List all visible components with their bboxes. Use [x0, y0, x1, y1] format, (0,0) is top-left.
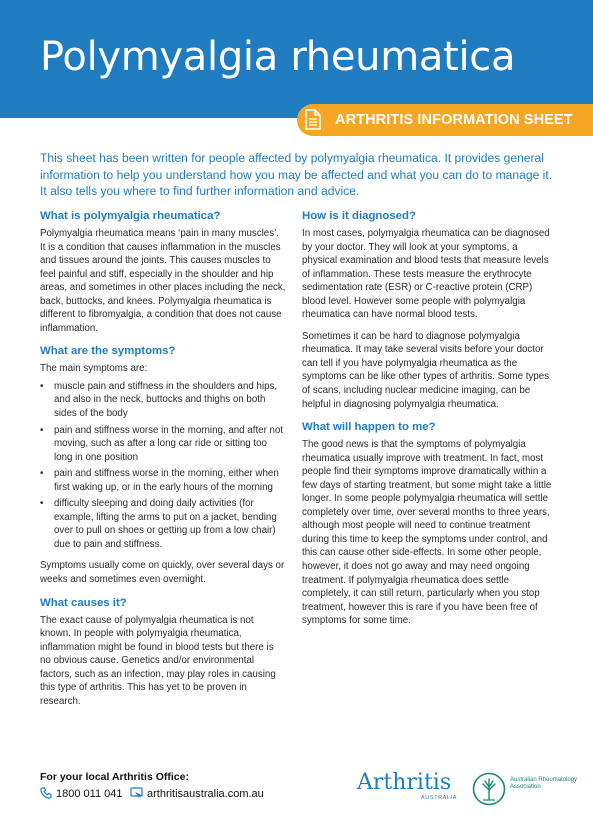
logo-wordmark: Arthritis [357, 770, 452, 795]
left-column [40, 208, 286, 716]
symptom-item: • pain and stiffness worse in the morning, and after not moving, such as after a long car ride or sitting too long in one position [40, 424, 286, 465]
phone-icon [40, 787, 52, 799]
web-icon [130, 787, 143, 799]
symptoms-outro: Symptoms usually come on quickly, over several days or weeks and sometimes even overnight. [40, 560, 285, 586]
outlook-paragraph: The good news is that the symptoms of polymyalgia rheumatica usually improve with treatment. In fact, most people find their symptoms improve dramatically within a few days of starting treatment, but some might take a little longer. In some people polymyalgia rheumatica will settle completely over time, over several months to three years, although most people will need to continue treatment during this time to keep the symptoms under control, and this can cause other side-effects. In some other people, however, it does not go away and may need ongoing treatment. If polymyalgia rheumatica does settle completely, it can still return, particularly when you stop treatment, however this is rare if you have been free of symptoms for some time. [302, 439, 552, 627]
diagnosis-paragraph-2: Sometimes it can be hard to diagnose polymyalgia rheumatica. It may take several visits before your doctor can tell if you have polymyalgia rheumatica as the symptoms can be like other types of arthritis. Some types of scans, including nuclear medicine imaging, can be helpful in diagnosing polymyalgia rheumatica. [302, 330, 550, 410]
symptom-item: • difficulty sleeping and doing daily activities (for example, lifting the arms to put on a jacket, bending over to pull on shoes or getting up from a low chair) due to pain and stiffness. [40, 497, 286, 551]
tree-logo-icon [472, 772, 506, 806]
right-column [302, 208, 554, 636]
section-heading-what-is: What is polymyalgia rheumatica? [40, 210, 221, 222]
section-heading-symptoms: What are the symptoms? [40, 345, 176, 358]
section-text-what-is: Polymyalgia rheumatica means ‘pain in many muscles’. It is a condition that causes inflammation in the muscles and tissues around the joints. This causes muscles to feel painful and stiff, especially in the shoulder and hip areas, and sometimes in other places including the neck, back, buttocks, and knees. Polymyalgia rheumatica is different to fibromyalgia, a condition that does not cause inflammation. [40, 228, 286, 334]
symptom-item: • pain and stiffness worse in the morning, either when first waking up, or in the early hours of the morning [40, 467, 286, 494]
intro-paragraph: This sheet has been written for people affected by polymyalgia rheumatica. It provides general information to help you understand how you may be affected and what you can do to manage it. It also tells you where to find further information and advice. [40, 151, 553, 198]
phone-number: 1800 011 041 [56, 788, 123, 800]
logo-subtext: AUSTRALIA [421, 795, 457, 801]
website-link[interactable] [130, 787, 264, 801]
symptoms-list [40, 380, 286, 552]
section-text-causes: The exact cause of polymyalgia rheumatica is not known. In people with polymyalgia rheumatica, inflammation might be found in blood tests but there is no obvious cause. Genetics and/or environmental factors, such as an infection, may play roles in causing this type of arthritis. This has yet to be proven in research. [40, 614, 276, 707]
footer-label: For your local Arthritis Office: [40, 771, 189, 783]
ara-name: Australian Rheumatology Association [510, 777, 578, 790]
phone-contact[interactable] [40, 787, 122, 801]
page-title: Polymyalgia rheumatica [40, 34, 516, 80]
symptom-item: • muscle pain and stiffness in the shoulders and hips, and also in the neck, buttocks and thighs on both sides of the body [40, 380, 286, 421]
info-sheet-label: ARTHRITIS INFORMATION SHEET [335, 112, 573, 128]
symptoms-intro: The main symptoms are: [40, 363, 148, 375]
section-heading-outlook: What will happen to me? [302, 421, 436, 434]
arthritis-australia-logo [357, 770, 461, 806]
section-heading-causes: What causes it? [40, 596, 127, 609]
website-text: arthritisaustralia.com.au [147, 788, 264, 800]
section-heading-diagnosis: How is it diagnosed? [302, 210, 416, 222]
ara-logo [472, 772, 592, 808]
diagnosis-paragraph-1: In most cases, polymyalgia rheumatica can be diagnosed by your doctor. They will look at your symptoms, a physical examination and blood tests that measure levels of inflammation. These tests measure the erythrocyte sedimentation rate (ESR) or C-reactive protein (CRP) blood level. However some people with polymyalgia rheumatica can have normal blood tests. [302, 228, 550, 321]
document-icon [305, 109, 321, 130]
footer-contact [40, 770, 264, 800]
